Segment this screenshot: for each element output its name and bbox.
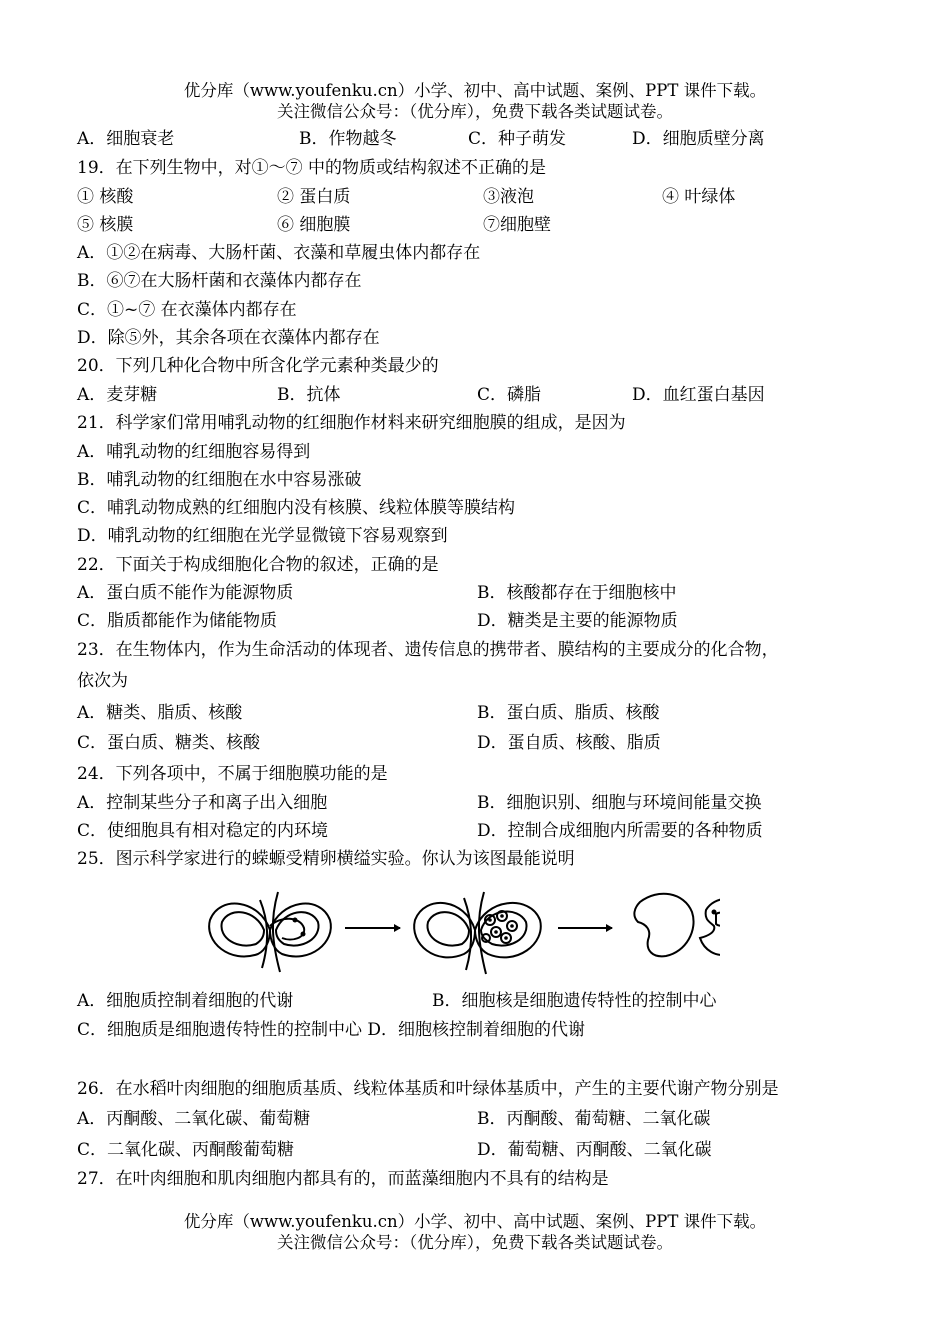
q19-stem: 19．在下列生物中，对①～⑦ 中的物质或结构叙述不正确的是	[77, 158, 547, 178]
footer-line-2: 关注微信公众号：（优分库），免费下载各类试题试卷。	[277, 1233, 673, 1252]
q22-option-d: D．糖类是主要的能源物质	[477, 611, 678, 631]
q23-stem-continued: 依次为	[77, 671, 128, 691]
q21-option-b: B．哺乳动物的红细胞在水中容易涨破	[77, 470, 362, 490]
q22-option-b: B．核酸都存在于细胞核中	[477, 583, 677, 603]
salamander-egg-ligation-figure	[200, 880, 720, 980]
q23-option-b: B．蛋白质、脂质、核酸	[477, 703, 660, 723]
q23-stem: 23．在生物体内，作为生命活动的体现者、遗传信息的携带者、膜结构的主要成分的化合物，	[77, 640, 779, 660]
q25-option-b: B．细胞核是细胞遗传特性的控制中心	[432, 991, 717, 1011]
q21-option-c: C．哺乳动物成熟的红细胞内没有核膜、线粒体膜等膜结构	[77, 498, 516, 518]
q19-item-4: ④ 叶绿体	[662, 187, 736, 207]
q26-option-b: B．丙酮酸、葡萄糖、二氧化碳	[477, 1109, 711, 1129]
q26-option-c: C．二氧化碳、丙酮酸葡萄糖	[77, 1140, 295, 1160]
footer-line-1: 优分库（www.youfenku.cn）小学、初中、高中试题、案例、PPT 课件下载。	[183, 1212, 767, 1231]
q24-option-c: C．使细胞具有相对稳定的内环境	[77, 821, 329, 841]
q19-option-b: B．⑥⑦在大肠杆菌和衣藻体内都存在	[77, 271, 362, 291]
q22-option-a: A．蛋白质不能作为能源物质	[77, 583, 294, 603]
q26-stem: 26．在水稻叶肉细胞的细胞质基质、线粒体基质和叶绿体基质中，产生的主要代谢产物分别是	[77, 1079, 779, 1099]
egg-half-with-nucleus	[700, 899, 720, 955]
header-line-2: 关注微信公众号：（优分库），免费下载各类试题试卷。	[277, 102, 673, 121]
q18-option-a: A．细胞衰老	[77, 129, 175, 149]
q22-option-c: C．脂质都能作为储能物质	[77, 611, 278, 631]
q20-stem: 20．下列几种化合物中所含化学元素种类最少的	[77, 356, 439, 376]
header-line-1: 优分库（www.youfenku.cn）小学、初中、高中试题、案例、PPT 课件下载。	[183, 81, 767, 100]
q26-option-d: D．葡萄糖、丙酮酸、二氧化碳	[477, 1140, 712, 1160]
q24-stem: 24．下列各项中，不属于细胞膜功能的是	[77, 764, 388, 784]
q19-item-2: ② 蛋白质	[277, 187, 351, 207]
q24-option-a: A．控制某些分子和离子出入细胞	[77, 793, 328, 813]
q23-option-a: A．糖类、脂质、核酸	[77, 703, 243, 723]
q18-option-b: B．作物越冬	[299, 129, 397, 149]
q23-option-d: D．蛋自质、核酸、脂质	[477, 733, 661, 753]
q19-item-1: ① 核酸	[77, 187, 134, 207]
page-header	[0, 80, 950, 122]
q22-stem: 22．下面关于构成细胞化合物的叙述，正确的是	[77, 555, 439, 575]
q18-option-c: C．种子萌发	[468, 129, 567, 149]
q19-item-6: ⑥ 细胞膜	[277, 215, 351, 235]
q24-option-b: B．细胞识别、细胞与环境间能量交换	[477, 793, 762, 813]
q21-option-d: D．哺乳动物的红细胞在光学显微镜下容易观察到	[77, 526, 448, 546]
q26-option-a: A．丙酮酸、二氧化碳、葡萄糖	[77, 1109, 311, 1129]
q19-option-c: C．①~⑦ 在衣藻体内都存在	[77, 300, 297, 320]
page-footer	[0, 1211, 950, 1253]
q24-option-d: D．控制合成细胞内所需要的各种物质	[477, 821, 763, 841]
q20-option-c: C．磷脂	[477, 385, 542, 405]
q19-item-7: ⑦细胞壁	[483, 215, 551, 235]
q19-item-3: ③液泡	[483, 187, 534, 207]
q19-option-d: D．除⑤外，其余各项在衣藻体内都存在	[77, 328, 380, 348]
q25-stem: 25．图示科学家进行的蝾螈受精卵横缢实验。你认为该图最能说明	[77, 849, 575, 869]
q19-item-5: ⑤ 核膜	[77, 215, 134, 235]
q18-option-d: D．细胞质壁分离	[632, 129, 765, 149]
q20-option-b: B．抗体	[277, 385, 341, 405]
q19-option-a: A．①②在病毒、大肠杆菌、衣藻和草履虫体内都存在	[77, 243, 481, 263]
q25-option-cd: C．细胞质是细胞遗传特性的控制中心 D．细胞核控制着细胞的代谢	[77, 1020, 586, 1040]
q20-option-a: A．麦芽糖	[77, 385, 158, 405]
q20-option-d: D．血红蛋白基因	[632, 385, 765, 405]
q21-stem: 21．科学家们常用哺乳动物的红细胞作材料来研究细胞膜的组成，是因为	[77, 413, 626, 433]
q21-option-a: A．哺乳动物的红细胞容易得到	[77, 442, 311, 462]
q27-stem: 27．在叶肉细胞和肌肉细胞内都具有的，而蓝藻细胞内不具有的结构是	[77, 1169, 609, 1189]
q23-option-c: C．蛋白质、糖类、核酸	[77, 733, 261, 753]
egg-stage-2	[414, 892, 541, 974]
egg-half-without-nucleus	[634, 894, 693, 957]
egg-stage-1	[209, 892, 331, 972]
q25-option-a: A．细胞质控制着细胞的代谢	[77, 991, 294, 1011]
